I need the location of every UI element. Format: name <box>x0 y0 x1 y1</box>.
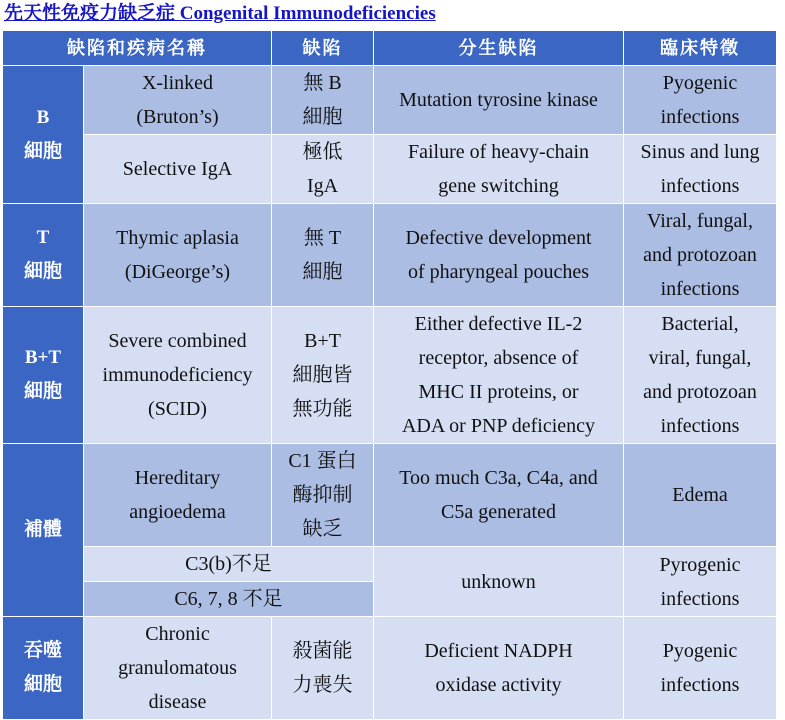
molecular-defect-cell: Either defective IL-2 receptor, absence of MHC II proteins, or ADA or PNP deficiency <box>374 307 624 444</box>
defect-cell: 無 T 細胞 <box>272 204 374 307</box>
clinical-feature-cell: Viral, fungal, and protozoan infections <box>624 204 777 307</box>
table-row <box>3 135 777 204</box>
table-row <box>3 204 777 307</box>
molecular-defect-cell: Deficient NADPH oxidase activity <box>374 617 624 720</box>
defect-cell: 極低 IgA <box>272 135 374 204</box>
disease-name: X-linked (Bruton’s) <box>84 66 272 135</box>
disease-name: Chronic granulomatous disease <box>84 617 272 720</box>
disease-name: Hereditary angioedema <box>84 444 272 547</box>
group-b-cell: B 細胞 <box>3 66 84 204</box>
table-row <box>3 444 777 547</box>
molecular-defect-cell: Mutation tyrosine kinase <box>374 66 624 135</box>
header-molecular-defect: 分生缺陷 <box>374 31 624 66</box>
group-complement: 補體 <box>3 444 84 617</box>
defect-cell: 殺菌能 力喪失 <box>272 617 374 720</box>
table-row <box>3 617 777 720</box>
table-row <box>3 547 777 582</box>
disease-name: C3(b)不足 <box>84 547 374 582</box>
disease-name: C6, 7, 8 不足 <box>84 582 374 617</box>
header-clinical-features: 臨床特徵 <box>624 31 777 66</box>
disease-name: Thymic aplasia (DiGeorge’s) <box>84 204 272 307</box>
group-bt-cell: B+T 細胞 <box>3 307 84 444</box>
immunodeficiency-table <box>2 30 777 720</box>
molecular-defect-cell: Too much C3a, C4a, and C5a generated <box>374 444 624 547</box>
header-defect: 缺陷 <box>272 31 374 66</box>
clinical-feature-cell: Sinus and lung infections <box>624 135 777 204</box>
clinical-feature-cell: Edema <box>624 444 777 547</box>
clinical-feature-cell: Pyrogenic infections <box>624 547 777 617</box>
disease-name: Severe combined immunodeficiency (SCID) <box>84 307 272 444</box>
molecular-defect-cell: Failure of heavy-chain gene switching <box>374 135 624 204</box>
header-row <box>3 31 777 66</box>
clinical-feature-cell: Bacterial, viral, fungal, and protozoan infections <box>624 307 777 444</box>
clinical-feature-cell: Pyogenic infections <box>624 66 777 135</box>
group-phagocyte: 吞噬 細胞 <box>3 617 84 720</box>
header-disease: 缺陷和疾病名稱 <box>3 31 272 66</box>
molecular-defect-cell: unknown <box>374 547 624 617</box>
page-title: 先天性免疫力缺乏症 Congenital Immunodeficiencies <box>4 3 436 24</box>
group-t-cell: T 細胞 <box>3 204 84 307</box>
table-row <box>3 66 777 135</box>
table-row <box>3 307 777 444</box>
defect-cell: B+T 細胞皆 無功能 <box>272 307 374 444</box>
clinical-feature-cell: Pyogenic infections <box>624 617 777 720</box>
molecular-defect-cell: Defective development of pharyngeal pouches <box>374 204 624 307</box>
defect-cell: C1 蛋白 酶抑制 缺乏 <box>272 444 374 547</box>
defect-cell: 無 B 細胞 <box>272 66 374 135</box>
disease-name: Selective IgA <box>84 135 272 204</box>
